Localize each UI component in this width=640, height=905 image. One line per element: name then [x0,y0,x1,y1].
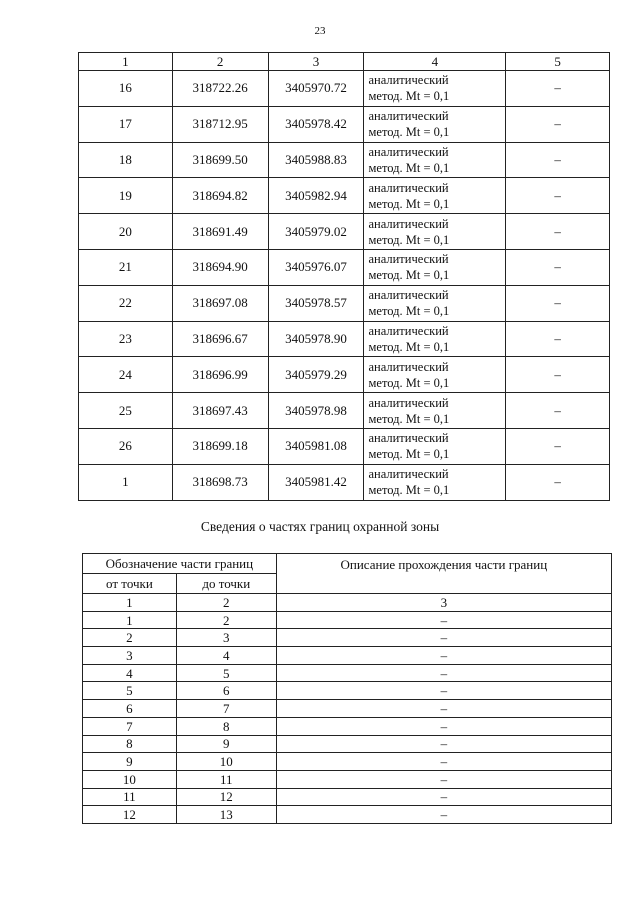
note-cell: – [506,106,610,142]
x-coordinate-cell: 318694.82 [172,178,268,214]
method-cell [364,71,506,107]
table-row [79,321,610,357]
method-cell [364,357,506,393]
point-cell: 25 [79,393,173,429]
description-cell: – [276,682,611,700]
method-cell [364,393,506,429]
to-point-cell: 13 [176,806,276,824]
table-row [83,664,612,682]
number-cell: 1 [83,594,177,612]
to-point-cell: 7 [176,700,276,718]
y-coordinate-cell: 3405982.94 [268,178,364,214]
table-row [79,249,610,285]
table-row [79,142,610,178]
y-coordinate-cell: 3405978.57 [268,285,364,321]
x-coordinate-cell: 318691.49 [172,214,268,250]
method-cell [364,428,506,464]
table-row [83,735,612,753]
method-line-2: метод. Mt = 0,1 [368,232,450,247]
from-point-cell: 12 [83,806,177,824]
table-row [83,611,612,629]
col-header-2: 2 [172,53,268,71]
method-cell [364,464,506,500]
coordinates-table [78,52,610,501]
coordinates-header-row [79,53,610,71]
col-header-3: 3 [268,53,364,71]
method-line-2: метод. Mt = 0,1 [368,268,450,283]
table-row [79,285,610,321]
point-cell: 26 [79,428,173,464]
method-line-2: метод. Mt = 0,1 [368,339,450,354]
method-line-2: метод. Mt = 0,1 [368,447,450,462]
y-coordinate-cell: 3405979.02 [268,214,364,250]
point-cell: 17 [79,106,173,142]
x-coordinate-cell: 318697.08 [172,285,268,321]
method-line-1: аналитический [368,395,449,410]
to-point-cell: 9 [176,735,276,753]
col-header-1: 1 [79,53,173,71]
table-row [79,464,610,500]
method-line-2: метод. Mt = 0,1 [368,375,450,390]
from-point-cell: 11 [83,788,177,806]
y-coordinate-cell: 3405978.90 [268,321,364,357]
to-point-cell: 10 [176,753,276,771]
method-line-2: метод. Mt = 0,1 [368,125,450,140]
table-row [79,106,610,142]
method-line-2: метод. Mt = 0,1 [368,304,450,319]
point-cell: 21 [79,249,173,285]
table-row [83,770,612,788]
method-line-2: метод. Mt = 0,1 [368,196,450,211]
note-cell: – [506,214,610,250]
description-cell: – [276,611,611,629]
point-cell: 24 [79,357,173,393]
number-cell: 2 [176,594,276,612]
boundary-part-designation-header: Обозначение части границ [83,554,277,574]
point-cell: 22 [79,285,173,321]
x-coordinate-cell: 318699.18 [172,428,268,464]
method-line-1: аналитический [368,109,449,124]
description-header: Описание прохождения части границ [276,554,611,594]
from-point-header: от точки [83,574,177,594]
to-point-cell: 11 [176,770,276,788]
table-row [79,393,610,429]
description-cell: – [276,770,611,788]
y-coordinate-cell: 3405981.42 [268,464,364,500]
parts-number-row [83,594,612,612]
method-line-2: метод. Mt = 0,1 [368,411,450,426]
description-cell: – [276,647,611,665]
x-coordinate-cell: 318694.90 [172,249,268,285]
description-cell: – [276,735,611,753]
method-cell [364,106,506,142]
from-point-cell: 10 [83,770,177,788]
method-line-1: аналитический [368,359,449,374]
from-point-cell: 4 [83,664,177,682]
method-line-2: метод. Mt = 0,1 [368,89,450,104]
from-point-cell: 9 [83,753,177,771]
table-row [79,214,610,250]
col-header-5: 5 [506,53,610,71]
table-row [83,647,612,665]
from-point-cell: 6 [83,700,177,718]
to-point-cell: 2 [176,611,276,629]
x-coordinate-cell: 318697.43 [172,393,268,429]
table-row [83,629,612,647]
parts-header-row [83,554,612,574]
description-cell: – [276,753,611,771]
table-row [79,357,610,393]
y-coordinate-cell: 3405978.98 [268,393,364,429]
method-cell [364,321,506,357]
table-row [79,71,610,107]
to-point-cell: 4 [176,647,276,665]
table-row [83,753,612,771]
method-cell [364,178,506,214]
to-point-cell: 6 [176,682,276,700]
table-row [79,178,610,214]
description-cell: – [276,717,611,735]
section-title: Сведения о частях границ охранной зоны [200,519,440,534]
from-point-cell: 8 [83,735,177,753]
to-point-cell: 3 [176,629,276,647]
method-cell [364,249,506,285]
note-cell: – [506,357,610,393]
method-line-1: аналитический [368,323,449,338]
description-cell: – [276,806,611,824]
method-cell [364,214,506,250]
boundary-parts-table [82,553,612,824]
table-row [83,717,612,735]
y-coordinate-cell: 3405978.42 [268,106,364,142]
to-point-cell: 5 [176,664,276,682]
from-point-cell: 2 [83,629,177,647]
from-point-cell: 3 [83,647,177,665]
method-cell [364,285,506,321]
table-row [83,806,612,824]
x-coordinate-cell: 318698.73 [172,464,268,500]
method-line-2: метод. Mt = 0,1 [368,483,450,498]
method-cell [364,142,506,178]
col-header-4: 4 [364,53,506,71]
from-point-cell: 5 [83,682,177,700]
point-cell: 20 [79,214,173,250]
method-line-1: аналитический [368,288,449,303]
x-coordinate-cell: 318696.99 [172,357,268,393]
note-cell: – [506,393,610,429]
method-line-1: аналитический [368,73,449,88]
note-cell: – [506,71,610,107]
method-line-1: аналитический [368,216,449,231]
note-cell: – [506,285,610,321]
page-number: 23 [314,25,326,37]
note-cell: – [506,249,610,285]
description-cell: – [276,788,611,806]
note-cell: – [506,464,610,500]
method-line-1: аналитический [368,467,449,482]
point-cell: 23 [79,321,173,357]
description-cell: – [276,664,611,682]
y-coordinate-cell: 3405979.29 [268,357,364,393]
table-row [79,428,610,464]
method-line-1: аналитический [368,180,449,195]
note-cell: – [506,428,610,464]
point-cell: 19 [79,178,173,214]
x-coordinate-cell: 318712.95 [172,106,268,142]
note-cell: – [506,142,610,178]
x-coordinate-cell: 318699.50 [172,142,268,178]
table-row [83,682,612,700]
x-coordinate-cell: 318722.26 [172,71,268,107]
method-line-2: метод. Mt = 0,1 [368,160,450,175]
to-point-header: до точки [176,574,276,594]
point-cell: 16 [79,71,173,107]
table-row [83,700,612,718]
to-point-cell: 8 [176,717,276,735]
y-coordinate-cell: 3405970.72 [268,71,364,107]
y-coordinate-cell: 3405981.08 [268,428,364,464]
description-cell: – [276,700,611,718]
from-point-cell: 1 [83,611,177,629]
point-cell: 1 [79,464,173,500]
x-coordinate-cell: 318696.67 [172,321,268,357]
description-cell: – [276,629,611,647]
method-line-1: аналитический [368,252,449,267]
note-cell: – [506,178,610,214]
to-point-cell: 12 [176,788,276,806]
table-row [83,788,612,806]
number-cell: 3 [276,594,611,612]
method-line-1: аналитический [368,431,449,446]
method-line-1: аналитический [368,144,449,159]
y-coordinate-cell: 3405988.83 [268,142,364,178]
note-cell: – [506,321,610,357]
from-point-cell: 7 [83,717,177,735]
point-cell: 18 [79,142,173,178]
y-coordinate-cell: 3405976.07 [268,249,364,285]
